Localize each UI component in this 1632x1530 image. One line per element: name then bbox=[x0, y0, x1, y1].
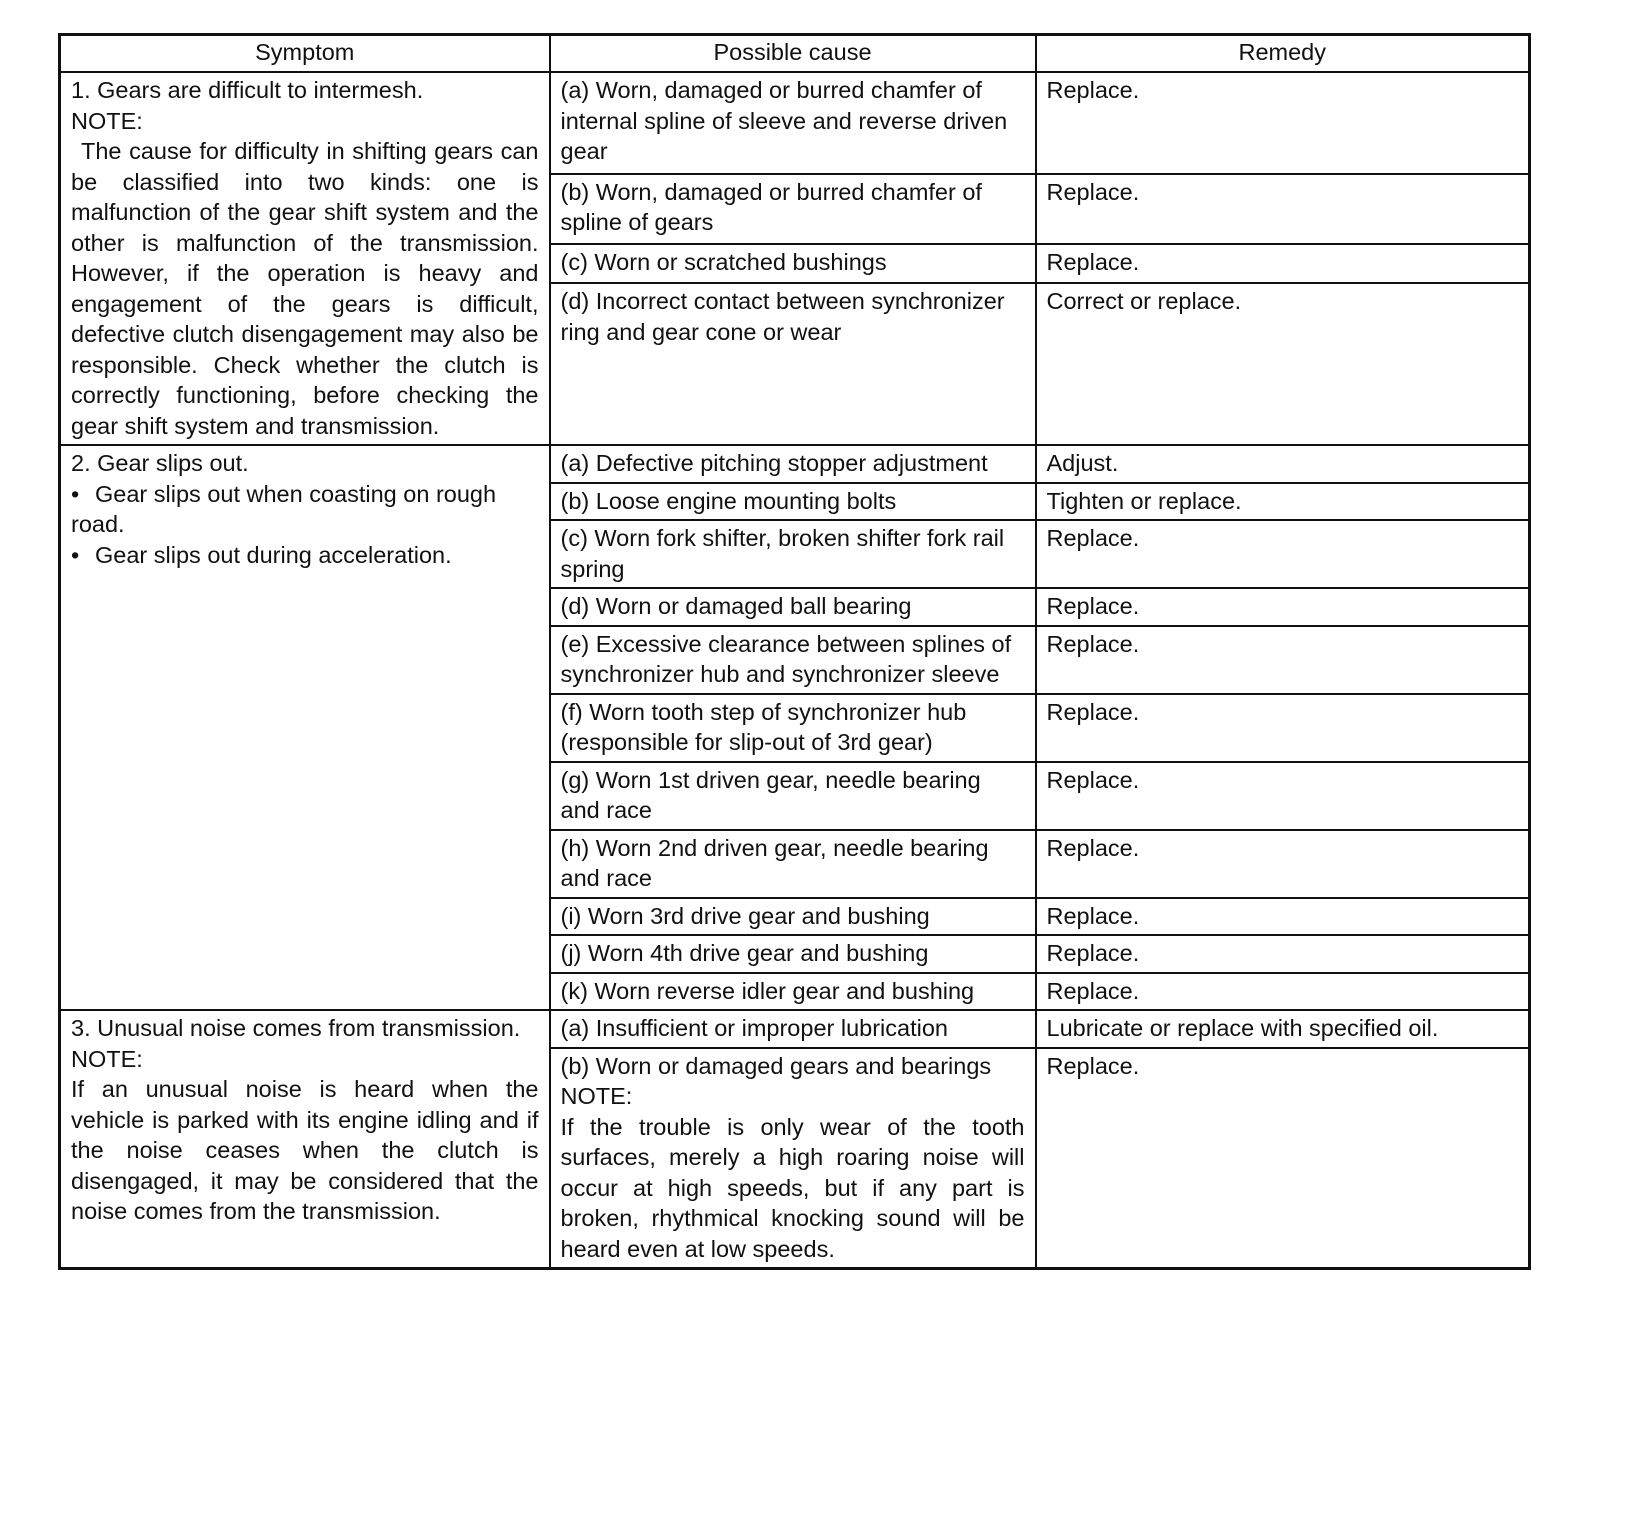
note-label: NOTE: bbox=[71, 1045, 143, 1072]
remedy-cell: Replace. bbox=[1036, 694, 1530, 762]
troubleshooting-table bbox=[58, 33, 1531, 1270]
remedy-cell: Replace. bbox=[1036, 1048, 1530, 1269]
remedy-cell: Tighten or replace. bbox=[1036, 483, 1530, 521]
remedy-cell: Lubricate or replace with specified oil. bbox=[1036, 1010, 1530, 1048]
symptom-title: 3. Unusual noise comes from transmission. bbox=[71, 1015, 521, 1041]
remedy-cell: Replace. bbox=[1036, 174, 1530, 244]
cause-cell: (h) Worn 2nd driven gear, needle bearing and race bbox=[550, 830, 1036, 898]
remedy-cell: Replace. bbox=[1036, 520, 1530, 588]
bullet-text: Gear slips out during acceleration. bbox=[95, 541, 452, 568]
cause-cell: (d) Worn or damaged ball bearing bbox=[550, 588, 1036, 626]
note-text: The cause for difficulty in shifting gears can be classified into two kinds: one is malfunction of the gear shift system and the other is malfunction of the transmission. However, if the operation is heavy and engagement of the gears is difficult, defective clutch disengagement may also be responsible. Check whether the clutch is correctly functioning, before checking the gear shift system and transmission. bbox=[71, 138, 539, 439]
bullet-text: Gear slips out when coasting on rough road. bbox=[71, 480, 497, 537]
cause-cell: (a) Worn, damaged or burred chamfer of internal spline of sleeve and reverse driven gear bbox=[550, 72, 1036, 174]
cause-cell: (j) Worn 4th drive gear and bushing bbox=[550, 935, 1036, 973]
cause-cell: (k) Worn reverse idler gear and bushing bbox=[550, 973, 1036, 1011]
remedy-cell: Replace. bbox=[1036, 830, 1530, 898]
cause-text: (b) Worn or damaged gears and bearings bbox=[560, 1052, 992, 1079]
cause-cell: (a) Insufficient or improper lubrication bbox=[550, 1010, 1036, 1048]
remedy-cell: Correct or replace. bbox=[1036, 283, 1530, 445]
remedy-cell: Replace. bbox=[1036, 626, 1530, 694]
symptom-cell-unusual-noise bbox=[60, 1010, 550, 1269]
cause-cell: (c) Worn or scratched bushings bbox=[550, 244, 1036, 283]
remedy-cell: Adjust. bbox=[1036, 445, 1530, 483]
table-row bbox=[60, 445, 1530, 483]
symptom-title: 1. Gears are difficult to intermesh. bbox=[71, 77, 424, 103]
cause-cell: (c) Worn fork shifter, broken shifter fork rail spring bbox=[550, 520, 1036, 588]
remedy-cell: Replace. bbox=[1036, 973, 1530, 1011]
symptom-column-header: Symptom bbox=[60, 35, 550, 73]
table-row bbox=[60, 72, 1530, 174]
cause-cell: (b) Worn, damaged or burred chamfer of spline of gears bbox=[550, 174, 1036, 244]
bullet-icon: • bbox=[71, 480, 80, 507]
cause-column-header: Possible cause bbox=[550, 35, 1036, 73]
bullet-icon: • bbox=[71, 541, 80, 568]
remedy-column-header: Remedy bbox=[1036, 35, 1530, 73]
note-text: If the trouble is only wear of the tooth surfaces, merely a high roaring noise will occur at high speeds, but if any part is broken, rhythmical knocking sound will be heard even at low speeds. bbox=[560, 1113, 1025, 1262]
remedy-cell: Replace. bbox=[1036, 244, 1530, 283]
remedy-cell: Replace. bbox=[1036, 898, 1530, 936]
cause-cell: (f) Worn tooth step of synchronizer hub (responsible for slip-out of 3rd gear) bbox=[550, 694, 1036, 762]
note-text: If an unusual noise is heard when the vehicle is parked with its engine idling and if the noise ceases when the clutch is disengaged, it may be considered that the noise comes from the transmission. bbox=[71, 1076, 539, 1224]
troubleshooting-page bbox=[58, 33, 1531, 1270]
remedy-cell: Replace. bbox=[1036, 762, 1530, 830]
bullet-item bbox=[71, 479, 539, 540]
note-label: NOTE: bbox=[71, 107, 143, 134]
symptom-title: 2. Gear slips out. bbox=[71, 450, 249, 476]
symptom-cell-gears-difficult bbox=[60, 72, 550, 445]
bullet-item bbox=[71, 540, 539, 571]
table-row bbox=[60, 1010, 1530, 1048]
note-label: NOTE: bbox=[560, 1083, 633, 1109]
header-row bbox=[60, 35, 1530, 73]
cause-cell bbox=[550, 1048, 1036, 1269]
cause-cell: (i) Worn 3rd drive gear and bushing bbox=[550, 898, 1036, 936]
symptom-cell-gear-slips-out bbox=[60, 445, 550, 1010]
cause-cell: (a) Defective pitching stopper adjustment bbox=[550, 445, 1036, 483]
cause-cell: (e) Excessive clearance between splines of synchronizer hub and synchronizer sleeve bbox=[550, 626, 1036, 694]
cause-cell: (d) Incorrect contact between synchronizer ring and gear cone or wear bbox=[550, 283, 1036, 445]
remedy-cell: Replace. bbox=[1036, 72, 1530, 174]
remedy-cell: Replace. bbox=[1036, 588, 1530, 626]
cause-cell: (g) Worn 1st driven gear, needle bearing and race bbox=[550, 762, 1036, 830]
remedy-cell: Replace. bbox=[1036, 935, 1530, 973]
cause-cell: (b) Loose engine mounting bolts bbox=[550, 483, 1036, 521]
